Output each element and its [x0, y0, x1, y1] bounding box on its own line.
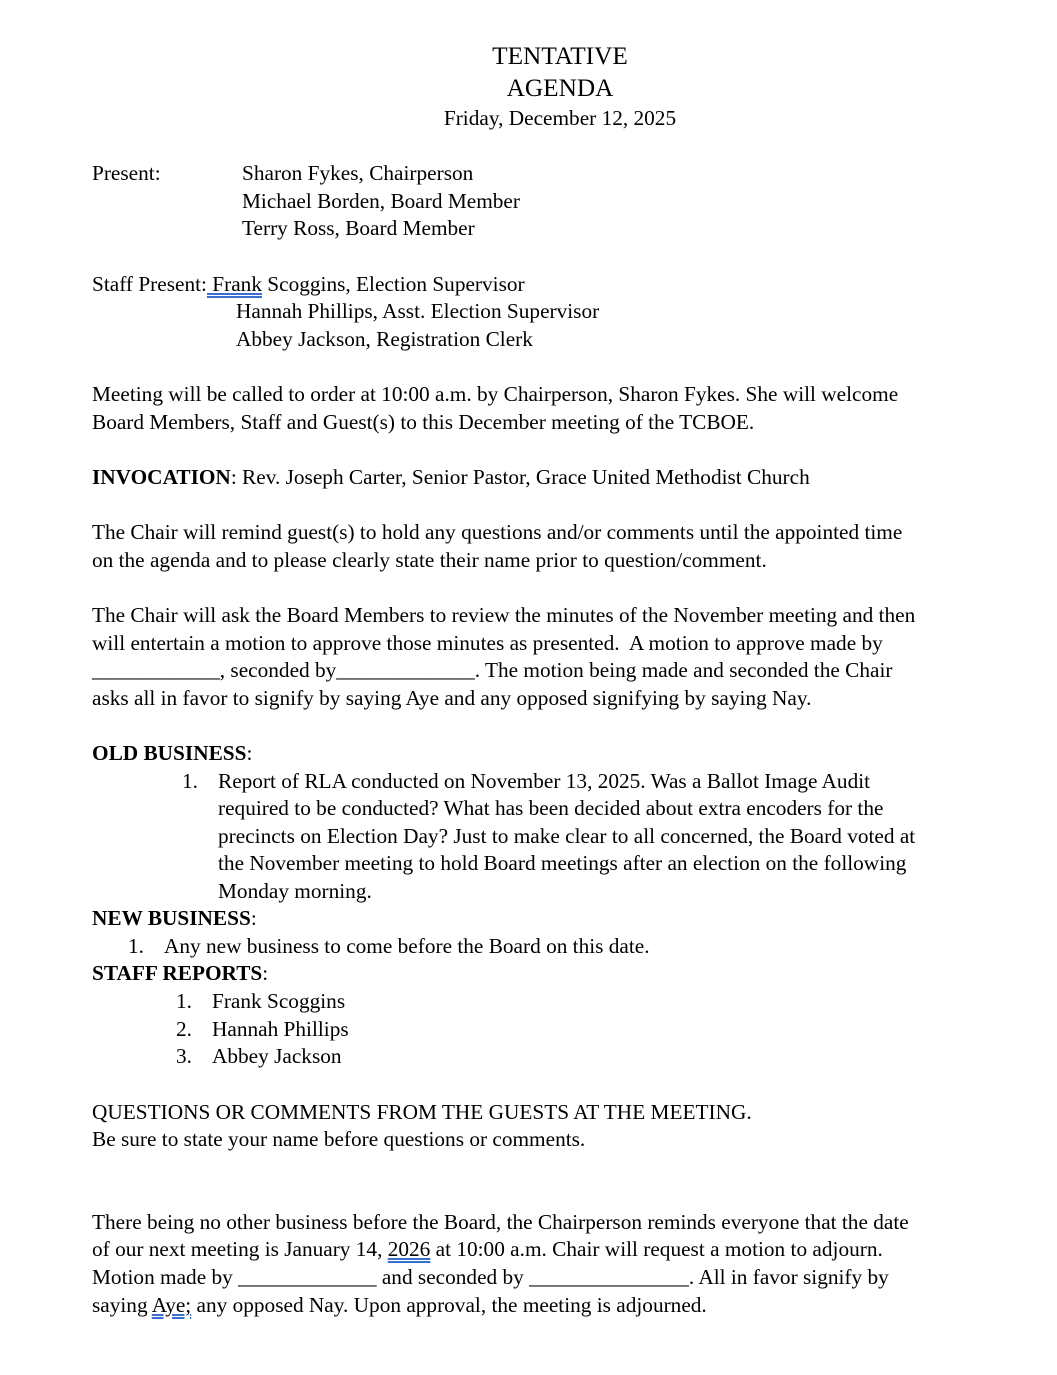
staff-first-rest: Scoggins, Election Supervisor — [261, 272, 525, 296]
invocation-label: INVOCATION — [92, 465, 231, 489]
staff-first-name: Frank — [206, 272, 262, 296]
questions-line: Be sure to state your name before questions or comments. — [92, 1127, 586, 1151]
staff-member: Abbey Jackson, Registration Clerk — [236, 327, 533, 351]
staff-report-name: Hannah Phillips — [212, 1017, 349, 1041]
staff-report-number: 1. — [176, 989, 192, 1013]
aye-word: Aye; — [151, 1293, 192, 1317]
present-member: Terry Ross, Board Member — [242, 216, 475, 240]
reminder-line: on the agenda and to please clearly state their name prior to question/comment. — [92, 548, 767, 572]
title-line-2: AGENDA — [506, 74, 614, 102]
staff-report-name: Abbey Jackson — [212, 1044, 342, 1068]
closing-line: saying Aye; any opposed Nay. Upon approval, the meeting is adjourned. — [92, 1293, 707, 1317]
reminder-line: The Chair will remind guest(s) to hold any questions and/or comments until the appointed time — [92, 520, 903, 544]
questions-line: QUESTIONS OR COMMENTS FROM THE GUESTS AT THE MEETING. — [92, 1100, 752, 1124]
meeting-date: Friday, December 12, 2025 — [443, 106, 677, 130]
present-member: Sharon Fykes, Chairperson — [242, 161, 474, 185]
new-business-item-number: 1. — [128, 934, 144, 958]
call-to-order-line: Meeting will be called to order at 10:00 a.m. by Chairperson, Sharon Fykes. She will welcome — [92, 382, 899, 406]
old-business-item-number: 1. — [182, 769, 198, 793]
next-meeting-year: 2026 — [387, 1237, 431, 1261]
new-business-heading: NEW BUSINESS: — [92, 906, 257, 930]
new-business-item: Any new business to come before the Board on this date. — [164, 934, 650, 958]
old-business-item-line: the November meeting to hold Board meetings after an election on the following — [218, 851, 907, 875]
old-business-heading: OLD BUSINESS: — [92, 741, 253, 765]
present-label: Present: — [92, 161, 161, 185]
staff-present-label: Staff Present: — [92, 272, 207, 296]
closing-line: There being no other business before the Board, the Chairperson reminds everyone that the date — [92, 1210, 909, 1234]
staff-report-number: 3. — [176, 1044, 192, 1068]
closing-line: of our next meeting is January 14, 2026 at 10:00 a.m. Chair will request a motion to adjourn. — [92, 1237, 883, 1261]
old-business-item-line: Monday morning. — [218, 879, 372, 903]
minutes-line: asks all in favor to signify by saying Aye and any opposed signifying by saying Nay. — [92, 686, 812, 710]
present-member: Michael Borden, Board Member — [242, 189, 520, 213]
staff-reports-heading: STAFF REPORTS: — [92, 961, 269, 985]
call-to-order-line: Board Members, Staff and Guest(s) to this December meeting of the TCBOE. — [92, 410, 755, 434]
staff-report-number: 2. — [176, 1017, 192, 1041]
staff-present-line — [92, 271, 525, 299]
old-business-item-line: precincts on Election Day? Just to make clear to all concerned, the Board voted at — [218, 824, 916, 848]
closing-line: Motion made by _____________ and seconded by _______________. All in favor signify by — [92, 1265, 889, 1289]
invocation-line — [92, 464, 810, 492]
staff-report-name: Frank Scoggins — [212, 989, 346, 1013]
staff-member: Hannah Phillips, Asst. Election Supervisor — [236, 299, 600, 323]
minutes-line: The Chair will ask the Board Members to review the minutes of the November meeting and then — [92, 603, 916, 627]
old-business-item-line: required to be conducted? What has been decided about extra encoders for the — [218, 796, 884, 820]
invocation-text: : Rev. Joseph Carter, Senior Pastor, Grace United Methodist Church — [230, 465, 810, 489]
minutes-line: ____________, seconded by_____________. The motion being made and seconded the Chair — [92, 658, 893, 682]
minutes-line: will entertain a motion to approve those minutes as presented. A motion to approve made by — [92, 631, 883, 655]
title-line-1: TENTATIVE — [492, 42, 628, 70]
old-business-item-line: Report of RLA conducted on November 13, 2025. Was a Ballot Image Audit — [218, 769, 871, 793]
